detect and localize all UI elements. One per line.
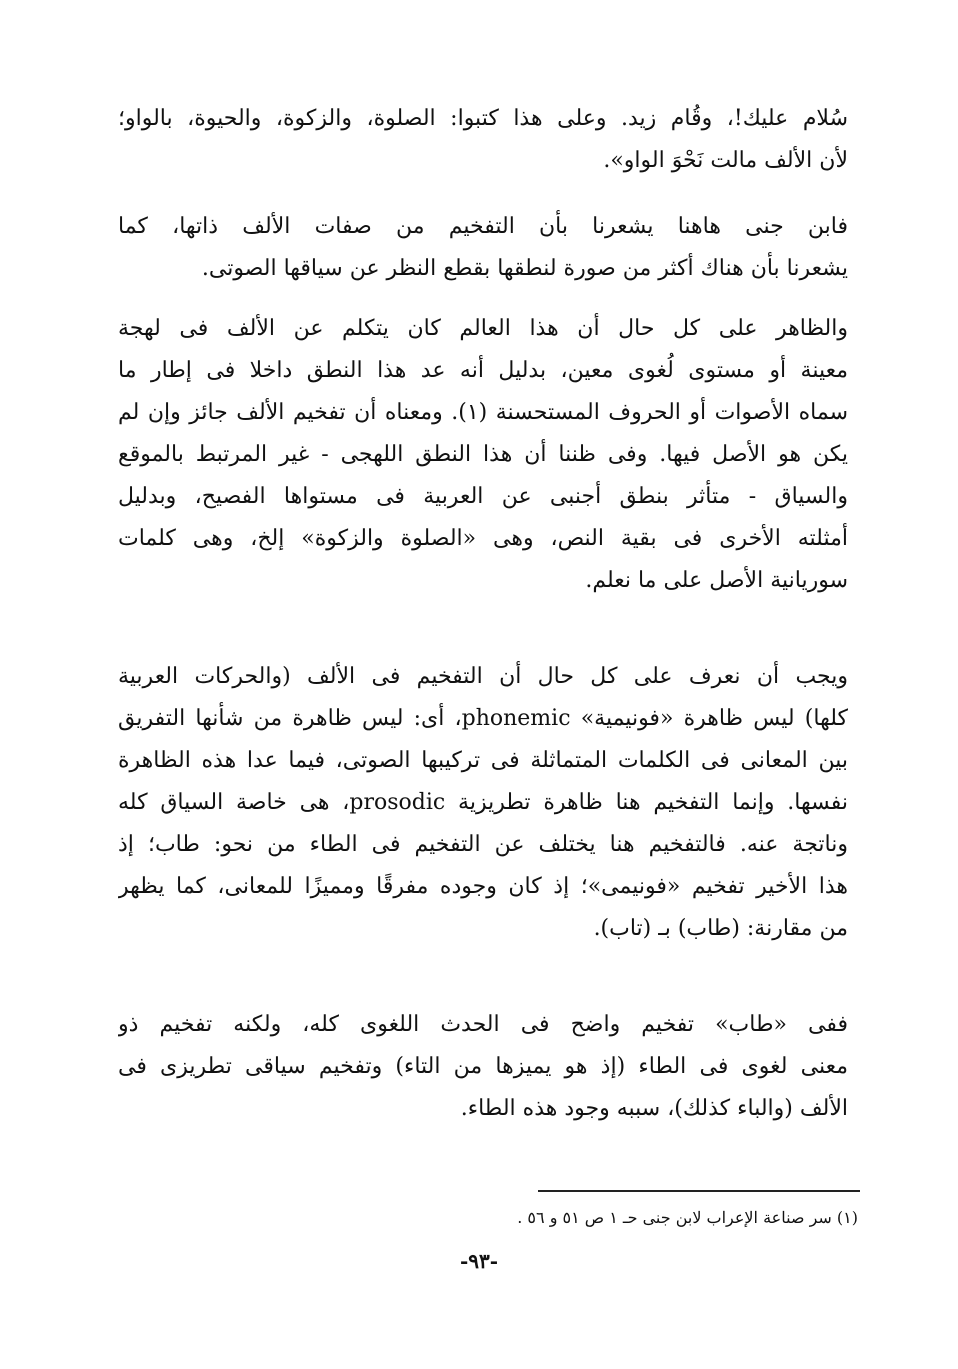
text-line: بين المعانى فى الكلمات المتماثلة فى تركيبها الصوتى، فيما عدا هذه الظاهرة xyxy=(118,748,848,773)
text-line: يشعرنا بأن هناك أكثر من صورة لنطقها بقطع النظر عن سياقها الصوتى. xyxy=(201,256,848,281)
text-line: الألف (والباء كذلك)، سببه وجود هذه الطاء. xyxy=(460,1096,848,1121)
text-line: من مقارنة: (طاب) بـ (تاب). xyxy=(593,916,848,941)
text-line: وناتجة عنه. فالتفخيم هنا يختلف عن التفخيم فى الطاء من نحو: طاب؛ إذ xyxy=(118,832,848,857)
paragraph-5 xyxy=(118,1004,848,1130)
text-line: معنى لغوى فى الطاء (إذ هو يميزها من التاء) وتفخيم سياقى تطريزى فى xyxy=(118,1054,848,1079)
paragraph-3 xyxy=(118,308,848,602)
footnote-divider xyxy=(538,1190,860,1192)
paragraph-4 xyxy=(118,656,848,950)
paragraph-1 xyxy=(118,98,848,182)
text-line: معينة أو مستوى لُغوى معين، بدليل أنه عد هذا النطق داخلا فى إطار ما xyxy=(118,358,848,383)
text-line: والظاهر على كل حال أن هذا العالم كان يتكلم عن الألف فى لهجة xyxy=(118,316,848,341)
text-line: سُلام عليك!، وقُام زيد. وعلى هذا كتبوا: الصلوة، والزكوة، والحيوة، بالواو؛ xyxy=(118,106,848,131)
text-line: فابن جنى هاهنا يشعرنا بأن التفخيم من صفات الألف ذاتها، كما xyxy=(118,214,848,239)
text-line: نفسها. وإنما التفخيم هنا ظاهرة تطريزية prosodic، هى خاصة السياق كله xyxy=(118,790,848,815)
text-line: والسياق - متأثر بنطق أجنبى عن العربية فى مستواها الفصيح، وبدليل xyxy=(118,484,848,509)
text-line: ففى «طاب» تفخيم واضح فى الحدث اللغوى كله، ولكنه تفخيم ذو xyxy=(118,1012,848,1037)
text-line: كلها) ليس ظاهرة «فونيمية» phonemic، أى: ليس ظاهرة من شأنها التفريق xyxy=(118,706,848,731)
text-line: يكن هو الأصل فيها. وفى ظننا أن هذا النطق اللهجى - غير المرتبط بالموقع xyxy=(118,442,848,467)
text-line: أمثلته الأخرى فى بقية النص، وهى «الصلوة والزكوة» إلخ، وهى كلمات xyxy=(118,526,848,551)
page-number: -٩٣- xyxy=(459,1249,499,1273)
text-line: سوريانية الأصل على ما نعلم. xyxy=(585,568,848,593)
text-line: هذا الأخير تفخيم «فونيمى»؛ إذ كان وجوده مفرقًا ومميزًا للمعانى، كما يظهر xyxy=(118,874,848,899)
paragraph-2 xyxy=(118,206,848,290)
footnote: (١) سر صناعة الإعراب لابن جنى حـ ١ ص ٥١ و ٥٦ . xyxy=(517,1208,858,1227)
text-line: لأن الألف مالت نَحْوَ الواو». xyxy=(603,148,848,173)
text-line: سماه الأصوات أو الحروف المستحسنة (١). ومعناه أن تفخيم الألف جائز وإن لم xyxy=(118,400,848,425)
text-line: ويجب أن نعرف على كل حال أن التفخيم فى الألف (والحركات العربية xyxy=(118,664,848,689)
